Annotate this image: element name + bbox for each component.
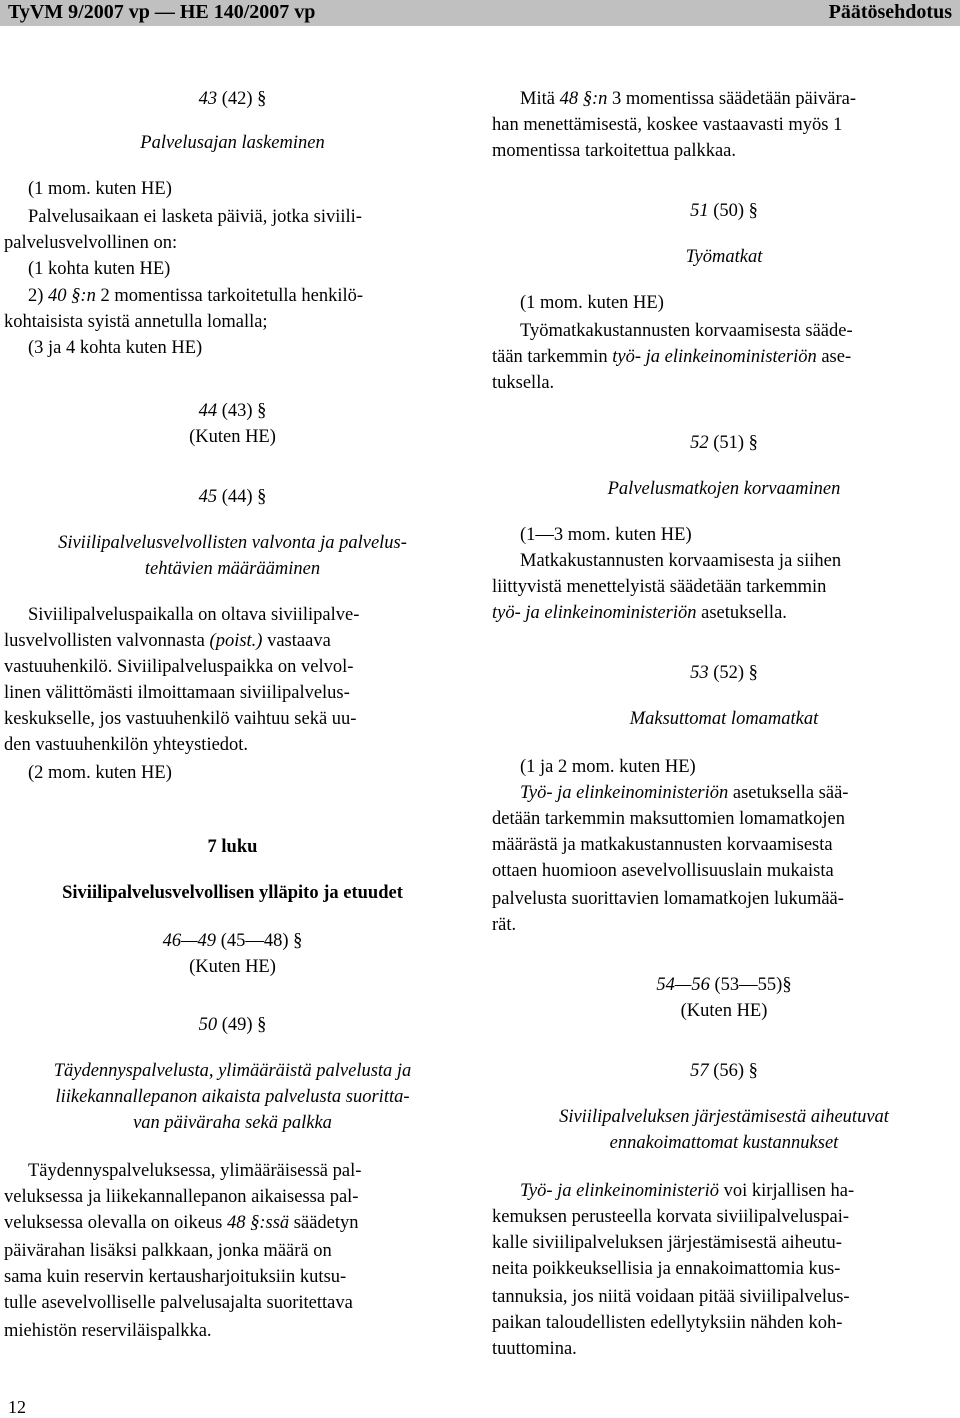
section-44-heading: 44 (43) § xyxy=(198,401,267,421)
text-line: momentissa tarkoitettua palkkaa. xyxy=(492,141,737,161)
section-46-49-body: (Kuten HE) xyxy=(189,957,276,977)
section-52-heading: 52 (51) § xyxy=(690,433,758,453)
section-50-heading: 50 (49) § xyxy=(198,1015,267,1035)
section-54-56-heading: 54—56 (53—55)§ xyxy=(656,975,792,995)
text-line: paikan taloudellisten edellytyksiin nähden koh- xyxy=(492,1313,843,1333)
text-line: Palvelusaikaan ei lasketa päiviä, jotka siviili- xyxy=(28,207,362,227)
text-line: määrästä ja matkakustannusten korvaamisesta xyxy=(492,835,833,855)
text-line: tannuksia, jos niitä voidaan pitää siviilipalvelus- xyxy=(492,1287,850,1307)
section-57-title: Siviilipalveluksen järjestämisestä aiheutuvat xyxy=(559,1107,889,1127)
paragraph-sign-icon: § xyxy=(748,663,758,683)
paragraph-sign-icon: § xyxy=(257,401,267,421)
text-line: palvelusvelvollinen on: xyxy=(4,233,178,253)
text-line: Siviilipalveluspaikalla on oltava siviilipalve- xyxy=(28,605,360,625)
section-45-title: Siviilipalvelusvelvollisten valvonta ja palvelus- xyxy=(58,533,407,553)
text-line: ottaen huomioon asevelvollisuuslain mukaista xyxy=(492,861,834,881)
text-line: neita poikkeuksellisia ja ennakoimattomia kus- xyxy=(492,1259,841,1279)
text-line: han menettämisestä, koskee vastaavasti myös 1 xyxy=(492,115,843,135)
paragraph-sign-icon: § xyxy=(748,1061,758,1081)
text-line: kohtaisista syistä annetulla lomalla; xyxy=(4,312,268,332)
paragraph-sign-icon: § xyxy=(257,1015,267,1035)
section-46-49-heading: 46—49 (45—48) § xyxy=(162,931,303,951)
text-line: tuksella. xyxy=(492,373,555,393)
text-line: (1—3 mom. kuten HE) xyxy=(520,525,692,545)
section-50-title: van päiväraha sekä palkka xyxy=(133,1113,332,1133)
text-line: Matkakustannusten korvaamisesta ja siihen xyxy=(520,551,842,571)
running-header xyxy=(0,0,960,26)
paragraph-sign-icon: § xyxy=(257,487,267,507)
section-45-title: tehtävien määrääminen xyxy=(144,559,321,579)
section-43-heading: 43 (42) § xyxy=(198,89,267,109)
section-44-body: (Kuten HE) xyxy=(189,427,276,447)
text-line: veluksessa olevalla on oikeus 48 §:ssä säädetyn xyxy=(4,1213,359,1233)
text-line: lusvelvollisten valvonnasta (poist.) vastaava xyxy=(4,631,331,651)
text-line: Täydennyspalveluksessa, ylimääräisessä pal- xyxy=(28,1161,362,1181)
text-line: palvelusta suorittavien lomamatkojen lukumää- xyxy=(492,889,844,909)
section-51-title: Työmatkat xyxy=(685,247,763,267)
section-45-heading: 45 (44) § xyxy=(198,487,267,507)
paragraph-sign-icon: § xyxy=(293,931,303,951)
section-57-heading: 57 (56) § xyxy=(690,1061,758,1081)
text-line: veluksessa ja liikekannallepanon aikaisessa pal- xyxy=(4,1187,359,1207)
section-53-heading: 53 (52) § xyxy=(690,663,758,683)
chapter-title: Siviilipalvelusvelvollisen ylläpito ja etuudet xyxy=(62,883,403,903)
text-line: (1 mom. kuten HE) xyxy=(520,293,664,313)
text-line: liittyvistä menettelyistä säädetään tarkemmin xyxy=(492,577,827,597)
text-line: vastuuhenkilö. Siviilipalveluspaikka on velvol- xyxy=(4,657,354,677)
text-line: (3 ja 4 kohta kuten HE) xyxy=(28,338,203,358)
text-line: Työ- ja elinkeinoministeriö voi kirjallisen ha- xyxy=(520,1181,855,1201)
text-line: rät. xyxy=(492,915,517,935)
text-line: (1 kohta kuten HE) xyxy=(28,259,171,279)
paragraph-sign-icon: § xyxy=(748,433,758,453)
section-51-heading: 51 (50) § xyxy=(690,201,758,221)
text-line: työ- ja elinkeinoministeriön asetuksella. xyxy=(492,603,787,623)
text-line: sama kuin reservin kertausharjoituksiin kutsu- xyxy=(4,1267,347,1287)
header-document-ref: TyVM 9/2007 vp — HE 140/2007 vp xyxy=(8,1,316,23)
page-number: 12 xyxy=(8,1397,26,1417)
text-line: den vastuuhenkilön yhteystiedot. xyxy=(4,735,249,755)
text-line: tään tarkemmin työ- ja elinkeinoministeriön ase- xyxy=(492,347,852,367)
text-line: (2 mom. kuten HE) xyxy=(28,763,172,783)
text-line: Mitä 48 §:n 3 momentissa säädetään päivära- xyxy=(520,89,856,109)
section-43-title: Palvelusajan laskeminen xyxy=(140,133,325,153)
section-50-title: Täydennyspalvelusta, ylimääräistä palvelusta ja xyxy=(53,1061,412,1081)
text-line: keskukselle, jos vastuuhenkilö vaihtuu sekä uu- xyxy=(4,709,357,729)
text-line: päivärahan lisäksi palkkaan, jonka määrä on xyxy=(4,1241,332,1261)
text-line: Työmatkakustannusten korvaamisesta sääde- xyxy=(520,321,853,341)
section-52-title: Palvelusmatkojen korvaaminen xyxy=(607,479,841,499)
text-line: miehistön reserviläispalkka. xyxy=(4,1321,212,1341)
text-line: (1 ja 2 mom. kuten HE) xyxy=(520,757,696,777)
text-line: kemuksen perusteella korvata siviilipalveluspai- xyxy=(492,1207,850,1227)
section-50-title: liikekannallepanon aikaista palvelusta suoritta- xyxy=(55,1087,410,1107)
paragraph-sign-icon: § xyxy=(257,89,267,109)
text-line: Työ- ja elinkeinoministeriön asetuksella sää- xyxy=(520,783,849,803)
paragraph-sign-icon: § xyxy=(782,975,792,995)
header-section: Päätösehdotus xyxy=(828,1,952,23)
text-line: tulle asevelvolliselle palvelusajalta suoritettava xyxy=(4,1293,353,1313)
text-line: 2) 40 §:n 2 momentissa tarkoitetulla henkilö- xyxy=(28,286,364,306)
text-line: kalle siviilipalveluksen järjestämisestä aiheutu- xyxy=(492,1233,842,1253)
section-57-title: ennakoimattomat kustannukset xyxy=(609,1133,839,1153)
text-line: tuuttomina. xyxy=(492,1339,577,1359)
section-53-title: Maksuttomat lomamatkat xyxy=(629,709,819,729)
chapter-number: 7 luku xyxy=(207,837,258,857)
paragraph-sign-icon: § xyxy=(748,201,758,221)
text-line: linen välittömästi ilmoittamaan siviilipalvelus- xyxy=(4,683,350,703)
section-54-56-body: (Kuten HE) xyxy=(680,1001,768,1021)
text-line: (1 mom. kuten HE) xyxy=(28,179,172,199)
text-line: detään tarkemmin maksuttomien lomamatkojen xyxy=(492,809,845,829)
